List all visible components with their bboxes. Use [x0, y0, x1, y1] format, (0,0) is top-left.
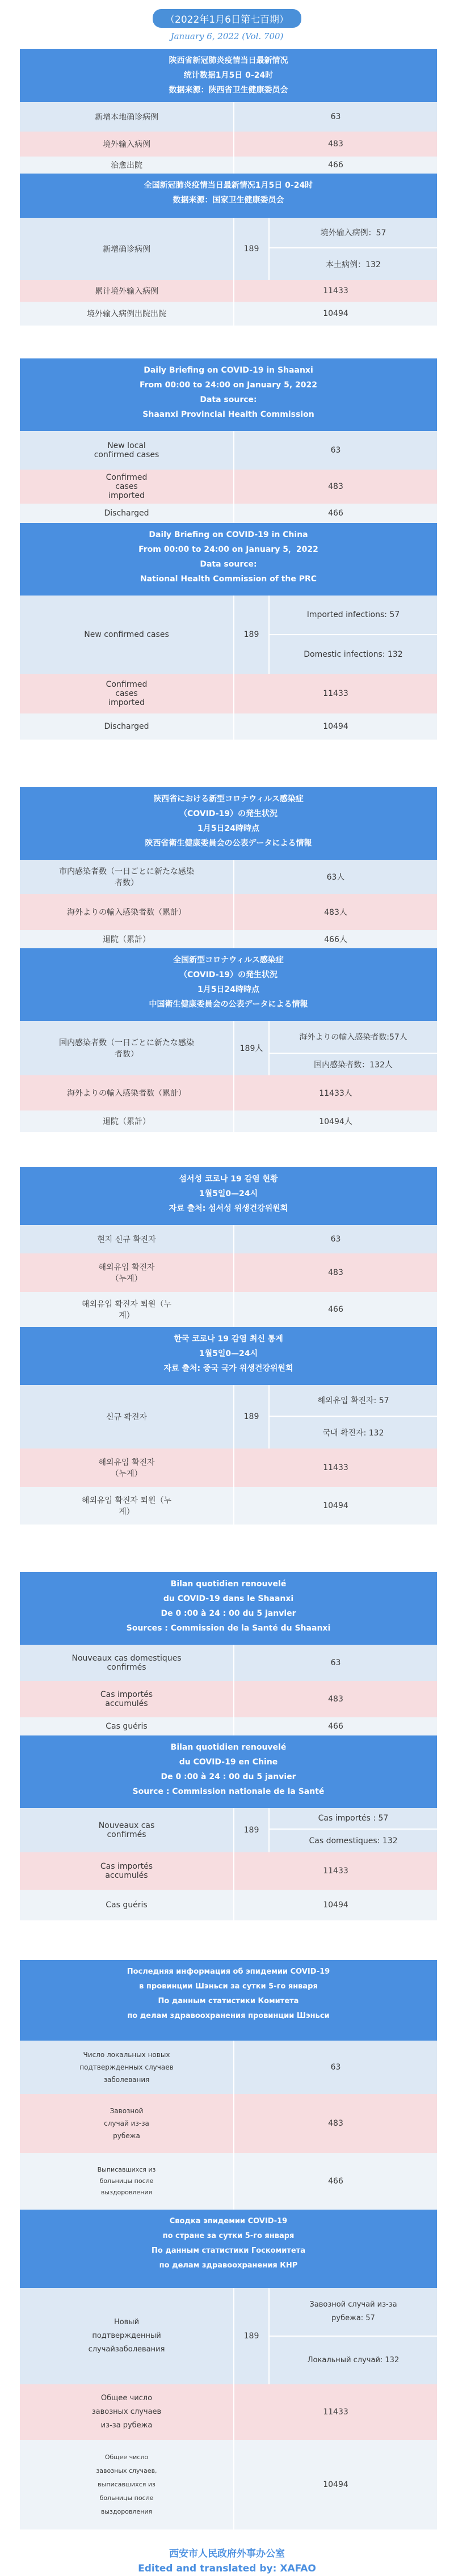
table-row — [20, 280, 437, 302]
header-line: Bilan quotidien renouvelé — [170, 1743, 287, 1752]
section-japanese — [20, 787, 437, 1132]
shaanxi-header — [20, 358, 437, 431]
header-line: 1월5일0—24시 — [199, 1349, 258, 1358]
row-label — [20, 894, 234, 930]
row-value: 10494 — [323, 1901, 348, 1910]
row-value: 63人 — [326, 873, 345, 882]
national-header — [20, 2210, 437, 2288]
header-line: 1월5일0—24시 — [199, 1189, 258, 1198]
table-row — [20, 1225, 437, 1253]
row-label-text: 해외유입 확진자（누계） — [98, 1458, 155, 1479]
row-label — [20, 2440, 234, 2529]
national-header — [20, 948, 437, 1021]
header-line: 陕西省新冠肺炎疫情当日最新情况 — [169, 56, 288, 65]
table-row — [20, 2094, 437, 2153]
row-label — [20, 1449, 234, 1487]
header-line: Data source: — [200, 395, 257, 404]
table-row — [20, 674, 437, 713]
breakdown-imported: 海外よりの輸入感染者数:57人 — [270, 1021, 437, 1054]
row-value: 189 — [234, 218, 270, 280]
header-line: De 0 :00 à 24 : 00 du 5 janvier — [161, 1609, 296, 1618]
header-line: 全国新型コロナウィルス感染症 — [173, 956, 284, 965]
row-label-text: Nouveaux cas domestiques confirmés — [72, 1654, 182, 1672]
national-header — [20, 174, 437, 218]
shaanxi-header — [20, 1167, 437, 1225]
header-line: Daily Briefing on COVID-19 in China — [149, 530, 308, 539]
table-row — [20, 1292, 437, 1327]
table-row — [20, 1808, 437, 1852]
section-french — [20, 1572, 437, 1920]
row-label: New confirmed cases — [20, 596, 234, 674]
header-line: du COVID-19 dans le Shaanxi — [163, 1594, 294, 1603]
row-label: Discharged — [20, 713, 234, 740]
table-row — [20, 1449, 437, 1487]
row-value: 189 — [234, 596, 270, 674]
table-row — [20, 2041, 437, 2094]
table-row — [20, 930, 437, 948]
header-line: по стране за сутки 5-го января — [162, 2232, 295, 2240]
row-label — [20, 1292, 234, 1327]
header-line: Сводка эпидемии COVID-19 — [169, 2217, 288, 2226]
table-row — [20, 2153, 437, 2210]
row-value: 10494 — [323, 722, 348, 731]
header-line: Source : Commission nationale de la Santé — [132, 1787, 325, 1796]
row-value: 466 — [328, 1305, 343, 1314]
row-value: 483 — [328, 140, 343, 149]
table-row — [20, 894, 437, 930]
row-label-text: 해외유입 확진자（누계） — [98, 1263, 155, 1283]
header-line: 1月5日24時時点 — [197, 985, 259, 994]
row-label-text: Confirmed cases imported — [106, 473, 148, 500]
row-breakdown — [270, 1021, 437, 1075]
row-label-text: Cas importés accumulés — [100, 1690, 153, 1708]
header-line: 数据来源：陕西省卫生健康委员会 — [169, 86, 288, 95]
header-line: Shaanxi Provincial Health Commission — [142, 410, 314, 419]
table-row — [20, 1385, 437, 1449]
row-label-text: 海外よりの輸入感染者数（累計） — [67, 1089, 186, 1098]
header-line: 全国新冠肺炎疫情当日最新情况1月5日 0-24时 — [144, 181, 313, 190]
table-row — [20, 431, 437, 470]
breakdown-local: 本土病例：132 — [326, 260, 381, 269]
row-label: 新增确诊病例 — [20, 218, 234, 280]
breakdown-local: Локальный случай: 132 — [307, 2356, 400, 2364]
row-label: 境外输入病例出院出院 — [20, 302, 234, 326]
header-line: 陝西省における新型コロナウィルス感染症 — [153, 795, 304, 804]
row-value: 63 — [330, 2063, 341, 2072]
header-line: De 0 :00 à 24 : 00 du 5 janvier — [161, 1772, 296, 1781]
breakdown-imported: 해외유입 확진자: 57 — [270, 1385, 437, 1417]
table-row — [20, 860, 437, 894]
row-value: 11433人 — [319, 1089, 352, 1098]
table-row — [20, 2288, 437, 2384]
header-line: в провинции Шэньси за сутки 5-го января — [139, 1982, 318, 1991]
row-label — [20, 2094, 234, 2153]
row-label: Discharged — [20, 504, 234, 523]
national-header — [20, 1327, 437, 1385]
header-line: From 00:00 to 24:00 on January 5, 2022 — [139, 381, 317, 390]
row-label: Cas guéris — [20, 1717, 234, 1735]
row-label-text: 해외유입 확진자 퇴원（누계） — [81, 1496, 172, 1517]
row-value: 63 — [330, 446, 341, 455]
row-breakdown — [270, 2288, 437, 2384]
row-value: 63 — [330, 1658, 341, 1667]
table-row — [20, 1253, 437, 1292]
row-label-text: 해외유입 확진자 퇴원（누계） — [81, 1300, 172, 1320]
row-value: 11433 — [323, 689, 348, 698]
shaanxi-header — [20, 1960, 437, 2041]
row-label-text: Число локальных новых подтвержденных случаев заболевания — [79, 2051, 174, 2084]
row-value: 63 — [330, 1235, 341, 1244]
row-label-text: 市内感染者数（一日ごとに新たな感染者数） — [59, 867, 194, 888]
table-row — [20, 1075, 437, 1110]
row-label — [20, 1075, 234, 1110]
header-line: 中国衛生健康委員会の公表データによる情報 — [149, 1000, 308, 1009]
table-row — [20, 1110, 437, 1132]
breakdown-local: 国内感染者数：132人 — [314, 1061, 393, 1070]
footer — [0, 2547, 454, 2576]
row-label-text: Confirmed cases imported — [106, 680, 148, 707]
national-header — [20, 523, 437, 596]
row-label: 신규 확진자 — [20, 1385, 234, 1449]
row-label-text: 国内感染者数（一日ごとに新たな感染者数） — [59, 1038, 194, 1059]
row-value: 11433 — [323, 1866, 348, 1876]
row-label — [20, 1253, 234, 1292]
section-korean — [20, 1167, 437, 1525]
row-label: 累计境外输入病例 — [20, 280, 234, 302]
breakdown-imported: Imported infections: 57 — [270, 596, 437, 635]
header-line: 1月5日24時時点 — [197, 824, 259, 833]
issue-subtitle: January 6, 2022 (Vol. 700) — [170, 31, 284, 41]
row-value: 10494 — [323, 309, 348, 318]
row-label — [20, 2041, 234, 2094]
section-chinese — [20, 49, 437, 326]
row-label — [20, 470, 234, 504]
table-row — [20, 713, 437, 740]
row-value: 483 — [328, 482, 343, 491]
footer-credit: Edited and translated by: XAFAO — [138, 2563, 316, 2574]
row-label-text: Выписавшихся из больницы после выздоровления — [97, 2166, 156, 2196]
row-label — [20, 1808, 234, 1852]
row-value: 189 — [234, 1385, 270, 1449]
header-line: du COVID-19 en Chine — [179, 1758, 278, 1767]
row-label: Cas guéris — [20, 1890, 234, 1920]
shaanxi-header — [20, 1572, 437, 1645]
header-line: по делам здравоохранения провинции Шэньси — [127, 2012, 330, 2020]
row-value: 10494人 — [319, 1117, 352, 1126]
row-value: 189 — [234, 2288, 270, 2384]
row-label-text: Nouveaux cas confirmés — [98, 1821, 155, 1839]
row-label: 新增本地确诊病例 — [20, 102, 234, 132]
row-label — [20, 1852, 234, 1890]
header-line: 한국 코로나 19 감염 최신 통계 — [174, 1335, 283, 1344]
header-line: 자료 출처: 섬서성 위생건강위원회 — [169, 1204, 288, 1213]
row-label — [20, 2153, 234, 2210]
row-label: 退院（累計） — [20, 930, 234, 948]
row-breakdown — [270, 218, 437, 280]
row-label-text: Общее число завозных случаев из-за рубежа — [91, 2394, 162, 2430]
row-value: 483 — [328, 2119, 343, 2128]
row-value: 189人 — [234, 1021, 270, 1075]
row-label — [20, 674, 234, 713]
table-row — [20, 504, 437, 523]
row-label — [20, 860, 234, 894]
row-breakdown — [270, 1385, 437, 1449]
header-line: по делам здравоохранения КНР — [159, 2261, 298, 2270]
breakdown-local: Cas domestiques: 132 — [309, 1836, 398, 1846]
table-row — [20, 1852, 437, 1890]
table-row — [20, 470, 437, 504]
row-value: 466 — [328, 161, 343, 170]
row-label: 退院（累計） — [20, 1110, 234, 1132]
table-row — [20, 1890, 437, 1920]
row-value: 483 — [328, 1268, 343, 1277]
breakdown-imported: Завозной случай из-за рубежа: 57 — [270, 2288, 437, 2337]
header-line: 统计数据1月5日 0-24时 — [183, 71, 274, 80]
row-label — [20, 431, 234, 470]
row-label — [20, 1681, 234, 1717]
row-label — [20, 1645, 234, 1681]
header-line: From 00:00 to 24:00 on January 5，2022 — [138, 545, 318, 554]
row-label — [20, 2384, 234, 2440]
row-value: 466人 — [324, 935, 347, 944]
table-row — [20, 596, 437, 674]
row-value: 11433 — [323, 1463, 348, 1472]
row-label-text: Общее число завозных случаев, выписавшихся из больницы после выздоровления — [96, 2453, 157, 2515]
row-label: 境外输入病例 — [20, 132, 234, 157]
row-breakdown — [270, 596, 437, 674]
row-value: 483人 — [324, 908, 347, 917]
header-line: （COVID-19）の発生状況 — [179, 809, 278, 818]
row-label-text: 海外よりの輸入感染者数（累計） — [67, 908, 186, 917]
row-value: 10494 — [323, 2480, 348, 2489]
footer-organization: 西安市人民政府外事办公室 — [169, 2548, 285, 2560]
row-value: 466 — [328, 2177, 343, 2186]
header-line: Daily Briefing on COVID-19 in Shaanxi — [144, 366, 313, 375]
row-label-text: Новый подтвержденный случайзаболевания — [88, 2318, 165, 2354]
row-label — [20, 1487, 234, 1525]
row-label: 현지 신규 확진자 — [20, 1225, 234, 1253]
header-line: Последняя информация об эпидемии COVID-19 — [127, 1967, 330, 1976]
row-value: 466 — [328, 509, 343, 518]
table-row — [20, 2440, 437, 2529]
table-row — [20, 1645, 437, 1681]
table-row — [20, 102, 437, 132]
shaanxi-header — [20, 49, 437, 102]
header-line: National Health Commission of the PRC — [140, 575, 317, 584]
header-line: 섬서성 코로나 19 감염 현황 — [179, 1175, 278, 1184]
row-value: 11433 — [323, 2408, 348, 2417]
breakdown-imported: 境外输入病例：57 — [270, 218, 437, 248]
row-value: 10494 — [323, 1501, 348, 1510]
header-line: Sources : Commission de la Santé du Shaanxi — [126, 1624, 331, 1633]
row-breakdown — [270, 1808, 437, 1852]
table-row — [20, 132, 437, 157]
section-english — [20, 358, 437, 740]
row-label — [20, 2288, 234, 2384]
row-value: 63 — [330, 112, 341, 121]
row-value: 11433 — [323, 286, 348, 295]
table-row — [20, 157, 437, 174]
row-label-text: New local confirmed cases — [94, 441, 159, 459]
issue-date-pill: （2022年1月6日第七百期） — [153, 9, 301, 28]
table-row — [20, 302, 437, 326]
header-line: По данным статистики Госкомитета — [151, 2246, 305, 2255]
header-line: 数据来源：国家卫生健康委员会 — [173, 196, 284, 205]
row-value: 189 — [234, 1808, 270, 1852]
row-label-text: Завозной случай из-за рубежа — [104, 2107, 149, 2140]
section-russian — [20, 1960, 437, 2529]
row-value: 483 — [328, 1695, 343, 1704]
breakdown-local: 국내 확진자: 132 — [322, 1429, 384, 1438]
header-line: Bilan quotidien renouvelé — [170, 1580, 287, 1589]
breakdown-imported: Cas importés : 57 — [270, 1808, 437, 1830]
national-header — [20, 1735, 437, 1808]
issue-header — [0, 0, 454, 49]
table-row — [20, 1021, 437, 1075]
table-row — [20, 218, 437, 280]
row-value: 466 — [328, 1722, 343, 1731]
header-line: По данным статистики Комитета — [158, 1997, 299, 2005]
header-line: 陝西省衛生健康委員会の公表データによる情報 — [145, 839, 312, 848]
header-line: Data source: — [200, 560, 257, 569]
header-line: （COVID-19）の発生状況 — [179, 970, 278, 979]
breakdown-local: Domestic infections: 132 — [304, 650, 403, 659]
table-row — [20, 1717, 437, 1735]
table-row — [20, 1487, 437, 1525]
row-label: 治愈出院 — [20, 157, 234, 174]
header-line: 자료 출처: 중국 국가 위생건강위원회 — [163, 1364, 293, 1373]
table-row — [20, 2384, 437, 2440]
row-label — [20, 1021, 234, 1075]
shaanxi-header — [20, 787, 437, 860]
table-row — [20, 1681, 437, 1717]
row-label-text: Cas importés accumulés — [100, 1862, 153, 1880]
